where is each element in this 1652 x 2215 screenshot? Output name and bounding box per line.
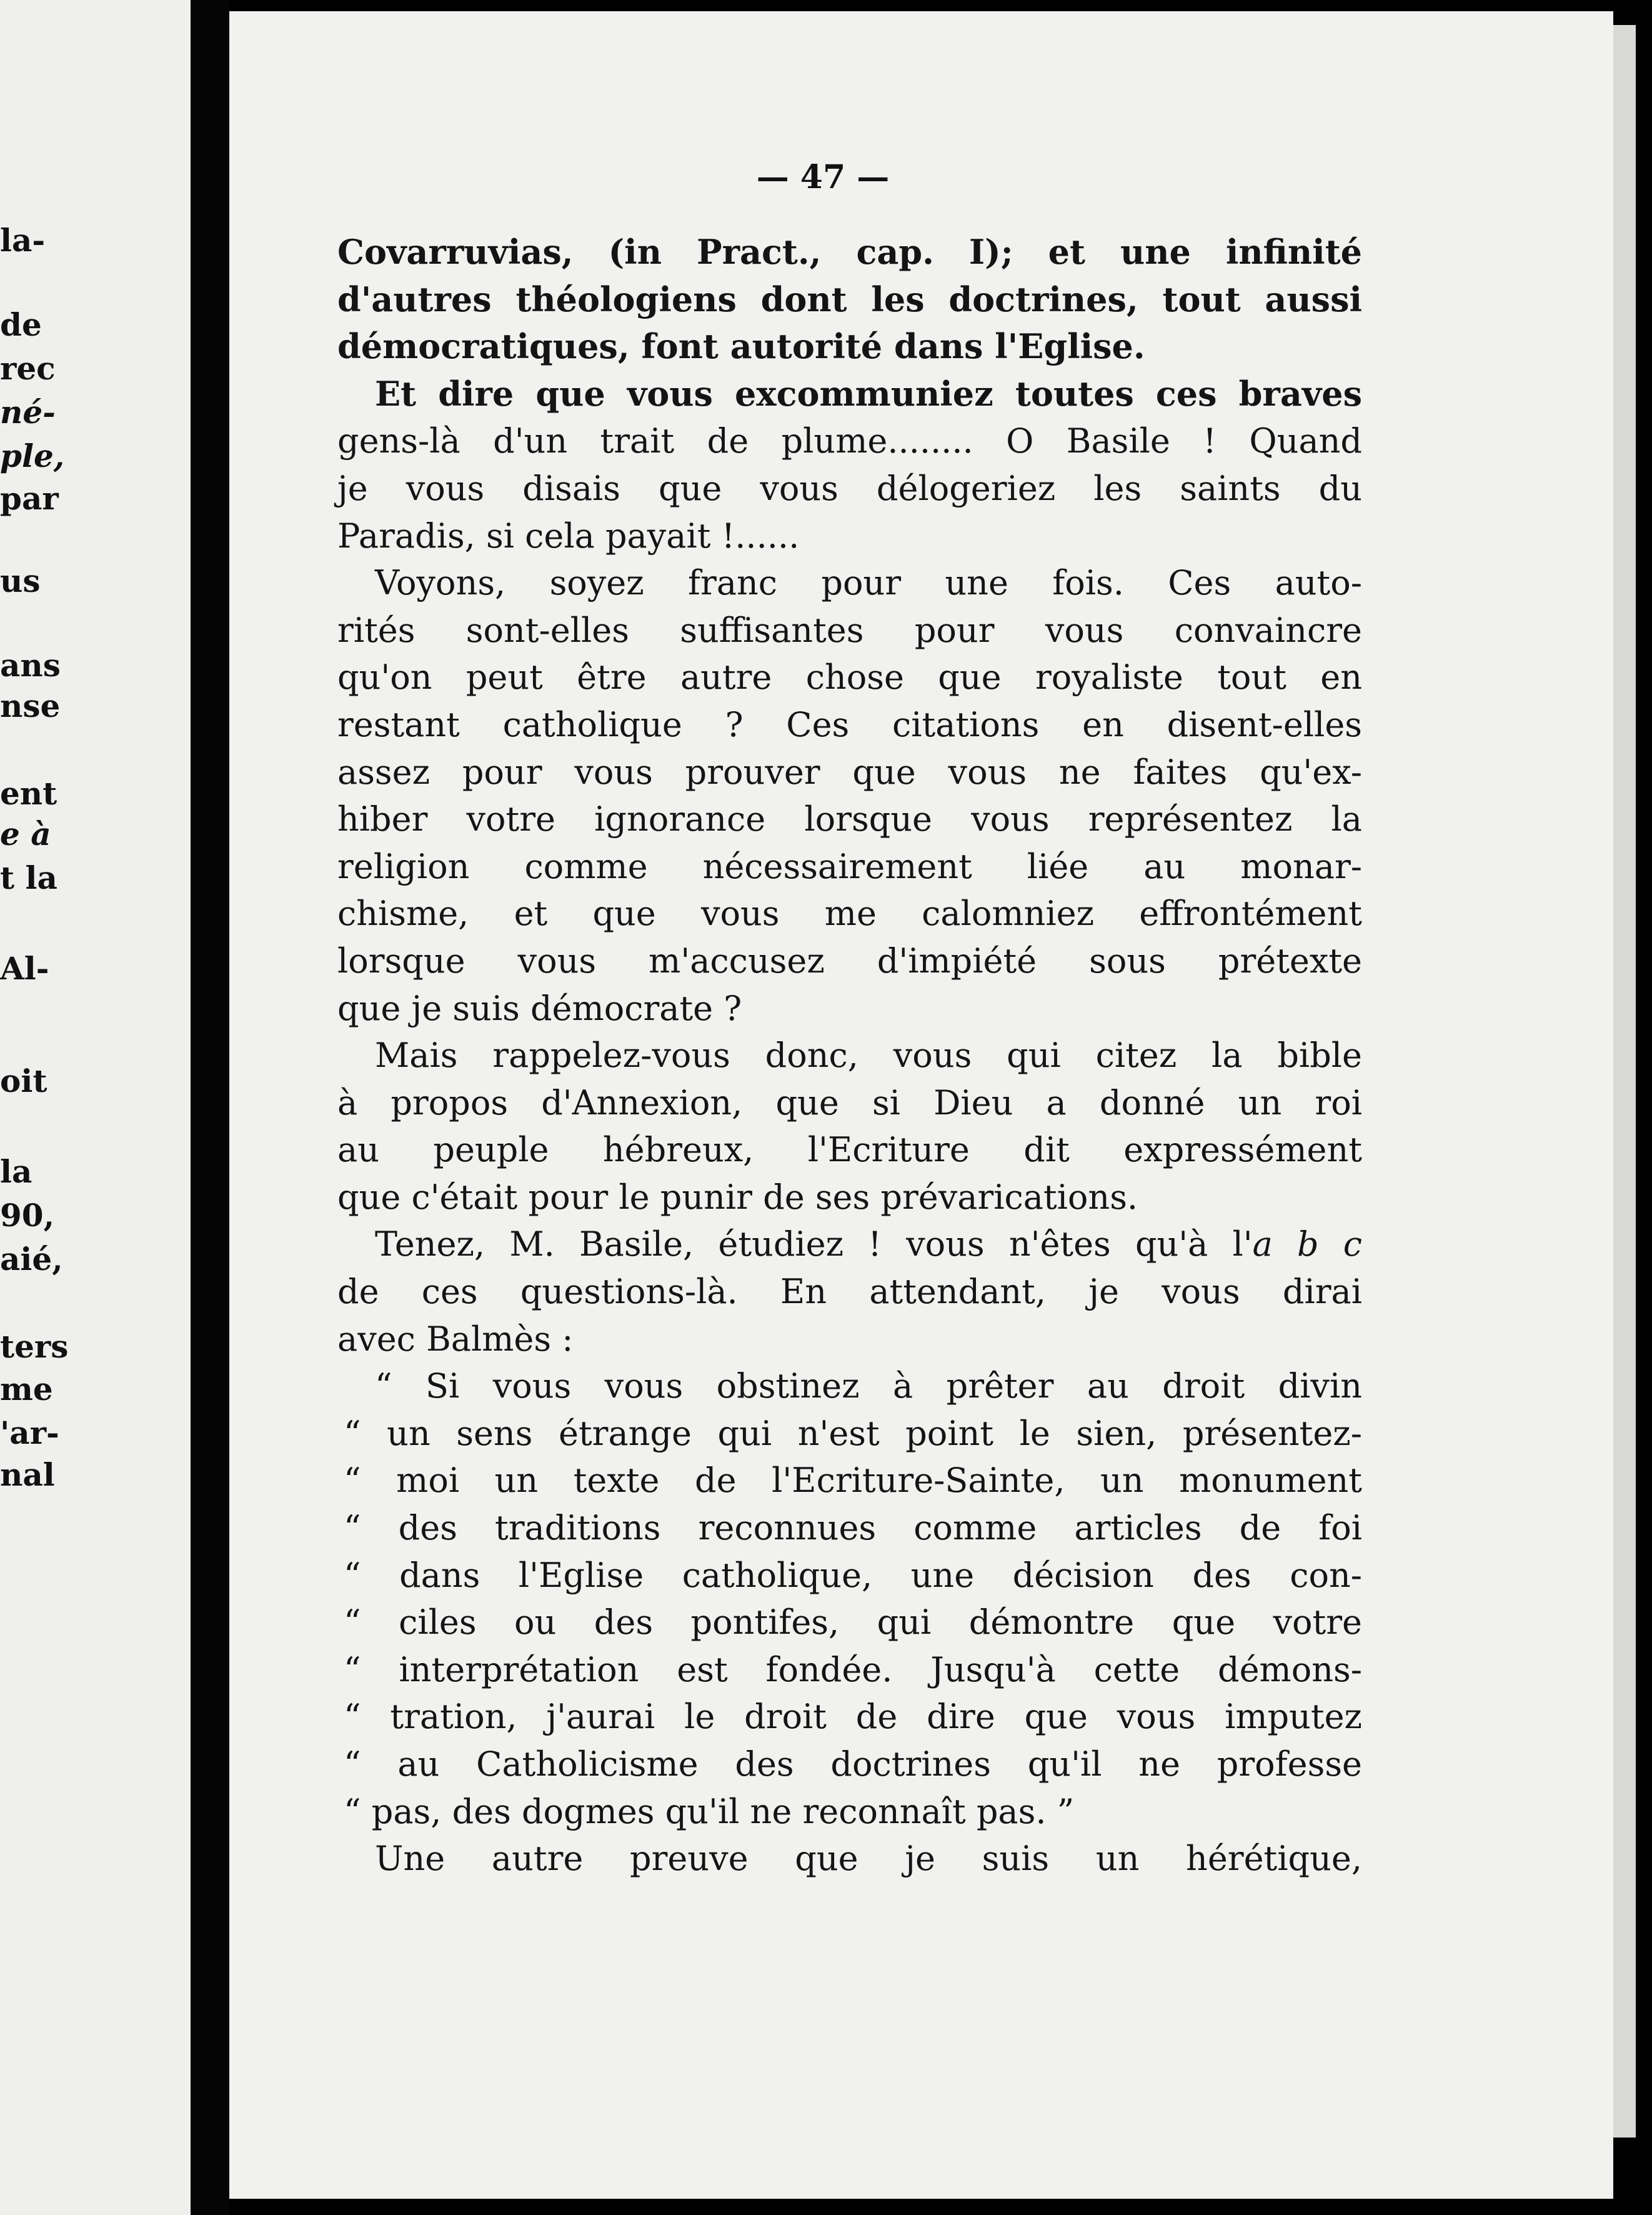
previous-page-text-fragment: rec	[0, 350, 56, 387]
text-line: hiber votre ignorance lorsque vous représentez la	[337, 799, 1362, 839]
text-line: que je suis démocrate ?	[337, 988, 742, 1028]
text-line: Covarruvias, (in Pract., cap. I); et une infinité	[337, 232, 1362, 272]
text-line	[337, 1221, 1362, 1268]
text-line: “ moi un texte de l'Ecriture-Sainte, un monument	[344, 1461, 1362, 1501]
previous-page-text-fragment: ent	[0, 775, 57, 812]
text-line: “ au Catholicisme des doctrines qu'il ne professe	[344, 1744, 1362, 1784]
page-body-text	[337, 229, 1362, 1882]
text-line: “ pas, des dogmes qu'il ne reconnaît pas. ”	[344, 1791, 1075, 1831]
text-line: “ ciles ou des pontifes, qui démontre que votre	[344, 1602, 1362, 1642]
text-line: “ interprétation est fondée. Jusqu'à cette démons-	[344, 1649, 1362, 1689]
previous-page-text-fragment: me	[0, 1371, 53, 1408]
previous-page-text-fragment: oit	[0, 1062, 47, 1099]
text-line: Mais rappelez-vous donc, vous qui citez la bible	[375, 1036, 1362, 1076]
previous-page-text-fragment: ple,	[0, 438, 65, 474]
previous-page-text-fragment: ters	[0, 1328, 69, 1365]
text-line: Voyons, soyez franc pour une fois. Ces auto-	[375, 563, 1362, 603]
text-line: avec Balmès :	[337, 1319, 574, 1359]
scan-border	[1636, 0, 1652, 2215]
text-line: religion comme nécessairement liée au monar-	[337, 846, 1362, 886]
text-line: “ un sens étrange qui n'est point le sien, présentez-	[344, 1413, 1362, 1453]
text-line: Une autre preuve que je suis un hérétique,	[375, 1839, 1362, 1879]
text-line-italic: a b c	[1252, 1224, 1362, 1264]
text-line: gens-là d'un trait de plume........ O Basile ! Quand	[337, 421, 1362, 461]
page-number: — 47 —	[756, 158, 890, 196]
previous-page-text-fragment: t la	[0, 859, 57, 896]
previous-page-text-fragment: par	[0, 480, 59, 517]
text-line: Paradis, si cela payait !......	[337, 516, 800, 556]
previous-page-text-fragment: nse	[0, 688, 61, 724]
text-line: rités sont-elles suffisantes pour vous convaincre	[337, 610, 1362, 650]
text-line: qu'on peut être autre chose que royaliste tout en	[337, 658, 1362, 698]
text-line-main: Tenez, M. Basile, étudiez ! vous n'êtes qu'à l'	[375, 1224, 1253, 1264]
text-line: que c'était pour le punir de ses prévarications.	[337, 1177, 1138, 1217]
previous-page-text-fragment: 'ar-	[0, 1414, 59, 1451]
previous-page-text-fragment: e à	[0, 816, 51, 852]
previous-page-text-fragment: ans	[0, 647, 61, 684]
previous-page-text-fragment: Al-	[0, 950, 49, 987]
previous-page-text-fragment: nal	[0, 1456, 55, 1493]
book-gutter	[191, 0, 229, 2215]
text-line: restant catholique ? Ces citations en disent-elles	[337, 704, 1362, 744]
previous-page-fragment	[0, 0, 191, 2215]
text-line: “ tration, j'aurai le droit de dire que vous imputez	[344, 1697, 1362, 1737]
page-edge	[1613, 25, 1636, 2138]
previous-page-text-fragment: né-	[0, 394, 56, 431]
previous-page-text-fragment: la	[0, 1153, 32, 1190]
previous-page-text-fragment: aié,	[0, 1241, 63, 1278]
text-line: “ Si vous vous obstinez à prêter au droit divin	[375, 1366, 1362, 1406]
text-line: chisme, et que vous me calomniez effrontément	[337, 894, 1362, 934]
text-line: démocratiques, font autorité dans l'Eglise.	[337, 326, 1145, 367]
text-line: je vous disais que vous délogeriez les saints du	[337, 468, 1362, 508]
text-line: à propos d'Annexion, que si Dieu a donné un roi	[337, 1082, 1362, 1122]
text-line: “ des traditions reconnues comme articles de foi	[344, 1508, 1362, 1548]
previous-page-text-fragment: la-	[0, 222, 46, 259]
text-line: “ dans l'Eglise catholique, une décision des con-	[344, 1555, 1362, 1595]
previous-page-text-fragment: us	[0, 562, 41, 599]
text-line: Et dire que vous excommuniez toutes ces braves	[375, 373, 1362, 414]
text-line: de ces questions-là. En attendant, je vous dirai	[337, 1272, 1362, 1312]
previous-page-text-fragment: 90,	[0, 1197, 54, 1234]
text-line: d'autres théologiens dont les doctrines, tout aussi	[337, 279, 1362, 319]
text-line: lorsque vous m'accusez d'impiété sous prétexte	[337, 941, 1362, 981]
text-line: assez pour vous prouver que vous ne faites qu'ex-	[337, 752, 1362, 792]
previous-page-text-fragment: de	[0, 306, 42, 343]
text-line: au peuple hébreux, l'Ecriture dit expressément	[337, 1130, 1362, 1170]
current-page	[229, 11, 1613, 2199]
